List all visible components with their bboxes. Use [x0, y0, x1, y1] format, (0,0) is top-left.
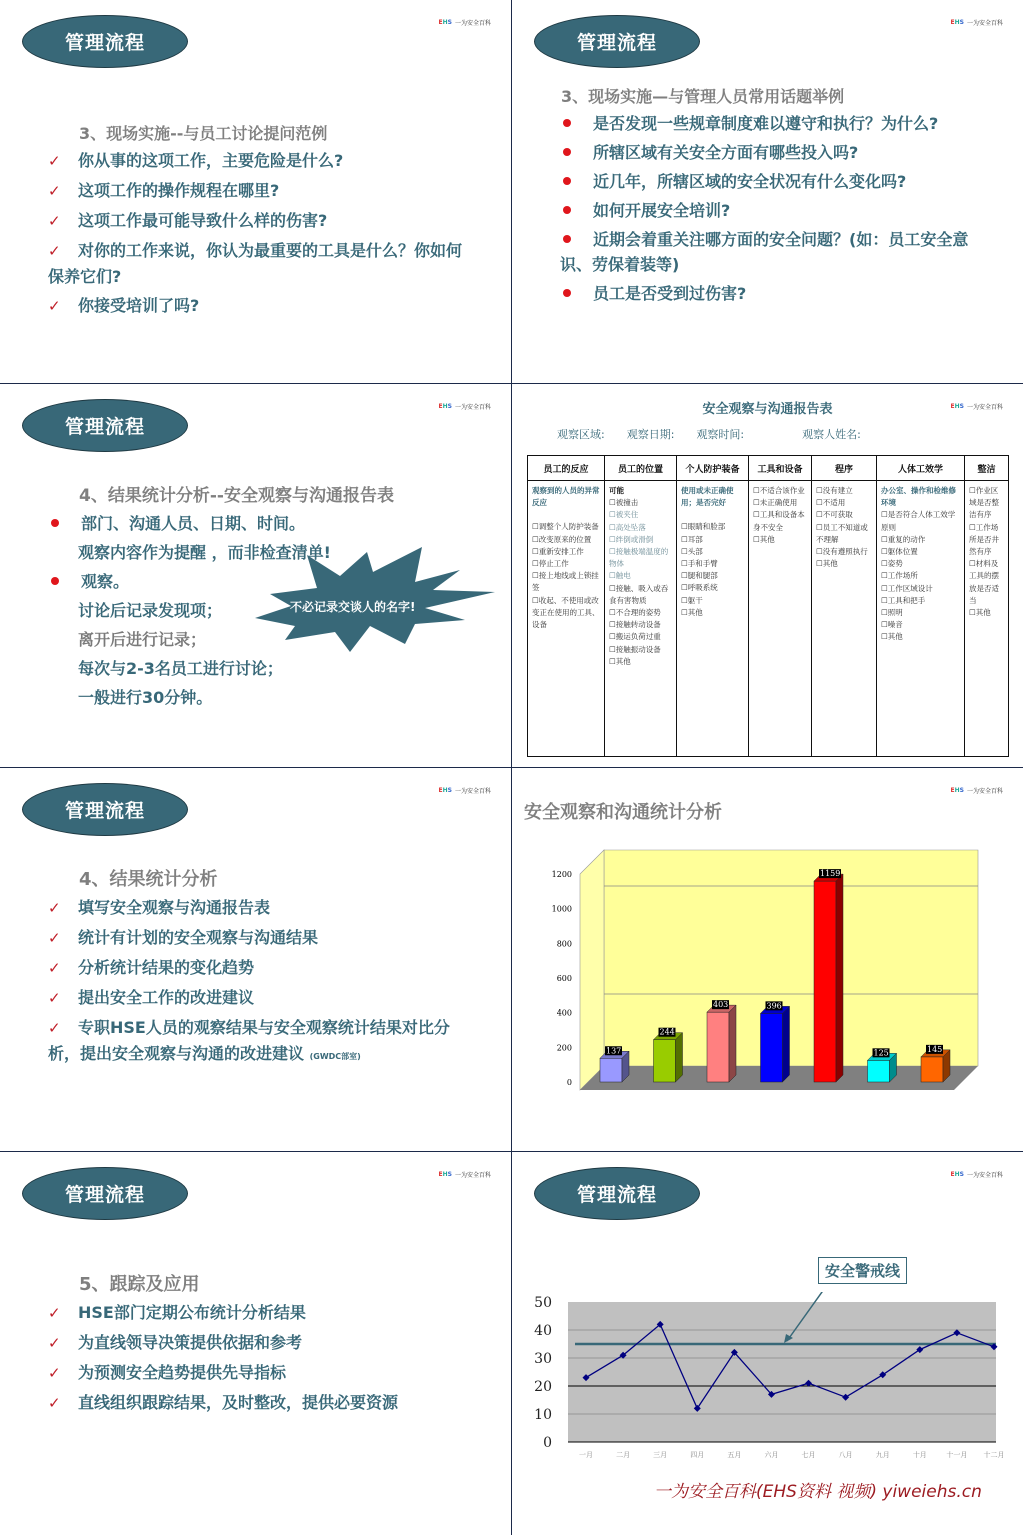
checkbox-item[interactable]: ☐工作区域设计 [881, 583, 933, 593]
ehs-logo-icon: EHS [438, 19, 452, 26]
logo [439, 402, 491, 411]
subhead: 4、结果统计分析--安全观察与沟通报告表 [79, 486, 394, 506]
svg-text:1200: 1200 [551, 870, 572, 879]
checkbox-item[interactable]: ☐调整个人防护装备 [532, 522, 599, 532]
checkbox-item[interactable]: ☐是否符合人体工效学原则 [881, 510, 956, 532]
slide-8-line-chart[interactable] [512, 1152, 1023, 1535]
checkbox-item[interactable]: ☐改变原来的位置 [532, 534, 592, 544]
list-item: ✓ 为预测安全趋势提供先导指标 [48, 1358, 488, 1388]
logo-text: 一为安全百科 [966, 20, 1003, 27]
logo [951, 786, 1003, 795]
pill-title: 管理流程 [22, 783, 188, 836]
list-item: ✓ 你接受培训了吗? [48, 291, 468, 321]
list-item: ✓ HSE部门定期公布统计分析结果 [48, 1298, 488, 1328]
footer-brand: 一为安全百科(EHS资料 视频) yiweiehs.cn [654, 1482, 982, 1502]
field-time[interactable]: 观察时间: [696, 428, 745, 441]
red-dot-icon [51, 519, 59, 527]
svg-text:十一月: 十一月 [946, 1451, 968, 1459]
svg-text:403: 403 [713, 1000, 729, 1010]
list-item: 是否发现一些规章制度难以遵守和执行？为什么? [560, 109, 985, 138]
burst-text: 不必记录交谈人的名字! [290, 600, 416, 614]
svg-text:0: 0 [543, 1435, 552, 1451]
checkbox-item[interactable]: ☐其他 [969, 608, 991, 618]
checkmark-icon: ✓ [48, 899, 61, 917]
checkbox-item[interactable]: ☐接触振动设备 [609, 644, 661, 654]
threshold-callout: 安全警戒线 [818, 1257, 907, 1284]
checkbox-item[interactable]: ☐接触极端温度的物体 [609, 547, 669, 569]
logo [951, 402, 1003, 411]
checklist [48, 146, 468, 321]
svg-text:200: 200 [556, 1043, 572, 1053]
checkmark-icon: ✓ [48, 1304, 61, 1322]
column-header: 人体工效学 [877, 456, 965, 481]
slide-7[interactable] [0, 1152, 511, 1535]
checkbox-item[interactable]: ☐头部 [681, 546, 703, 556]
table-cell: 办公室、操作和检维修环境 ☐是否符合人体工效学原则 ☐重复的动作 ☐躯体位置 ☐姿势 ☐工作场所 ☐工作区域设计 ☐工具和把手 ☐照明 ☐噪音 ☐其他 [877, 481, 965, 757]
logo [439, 18, 491, 27]
checkbox-item[interactable]: ☐其他 [881, 632, 903, 642]
subhead: 3、现场实施—与管理人员常用话题举例 [561, 87, 845, 106]
checkbox-item[interactable]: ☐重复的动作 [881, 534, 926, 544]
slide-4-report-form[interactable] [512, 384, 1023, 767]
checkmark-icon: ✓ [48, 1364, 61, 1382]
list-subline: 观察内容作为提醒 ，而非检查清单! [78, 543, 331, 562]
pill-title: 管理流程 [534, 1167, 700, 1220]
checkbox-item[interactable]: ☐耳部 [681, 534, 703, 544]
checklist [48, 1298, 488, 1418]
svg-text:二月: 二月 [616, 1451, 631, 1459]
checklist [48, 893, 468, 1071]
logo-text: 一为安全百科 [966, 788, 1003, 795]
logo [951, 1170, 1003, 1179]
svg-text:一月: 一月 [579, 1451, 593, 1459]
ehs-logo-icon: EHS [950, 787, 964, 794]
checkbox-item[interactable]: ☐手和手臂 [681, 559, 718, 569]
list-item: ✓ 为直线领导决策提供依据和参考 [48, 1328, 488, 1358]
subhead: 3、现场实施--与员工讨论提问范例 [79, 124, 328, 143]
logo-text: 一为安全百科 [454, 404, 491, 411]
checkbox-item[interactable]: ☐被撞击 [609, 498, 639, 508]
checkbox-item[interactable]: ☐接触、吸入或吞食有害物质 [609, 583, 669, 605]
ehs-logo-icon: EHS [950, 403, 964, 410]
checkbox-item[interactable]: ☐其他 [816, 559, 838, 569]
checkbox-item[interactable]: ☐工具和设备本身不安全 [753, 510, 805, 532]
checkmark-icon: ✓ [48, 152, 61, 170]
checkbox-item[interactable]: ☐腿和腿部 [681, 571, 718, 581]
note: (GWDC部室) [309, 1052, 361, 1061]
column-header: 工具和设备 [749, 456, 812, 481]
table-cell [749, 481, 812, 757]
svg-text:50: 50 [534, 1295, 552, 1311]
slide-6-bar-chart[interactable] [512, 768, 1023, 1151]
checkbox-item[interactable]: ☐搬运负荷过重 [609, 632, 661, 642]
red-dot-icon [563, 235, 571, 243]
divider [0, 767, 1023, 768]
svg-text:600: 600 [556, 974, 572, 983]
checkbox-item[interactable]: ☐眼睛和脸部 [681, 522, 726, 532]
checkbox-item[interactable]: ☐停止工作 [532, 559, 569, 569]
chart-title: 安全观察和沟通统计分析 [524, 802, 722, 823]
list-item: ✓ 你从事的这项工作，主要危险是什么? [48, 146, 468, 176]
svg-text:五月: 五月 [727, 1451, 742, 1459]
field-date[interactable]: 观察日期: [626, 428, 675, 441]
logo-text: 一为安全百科 [454, 20, 491, 27]
list-item: 如何开展安全培训? [560, 196, 985, 225]
subhead: 5、跟踪及应用 [79, 1274, 200, 1295]
logo-text: 一为安全百科 [966, 1172, 1003, 1179]
list-item: ✓ 分析统计结果的变化趋势 [48, 953, 468, 983]
checkbox-item[interactable]: ☐工作场所 [881, 571, 918, 581]
svg-text:20: 20 [534, 1379, 552, 1395]
checkbox-item[interactable]: ☐接上地线或上锁挂签 [532, 571, 599, 593]
svg-text:396: 396 [766, 1001, 782, 1011]
ehs-logo-icon: EHS [438, 1171, 452, 1178]
checkbox-item[interactable]: ☐材料及工具的摆放是否适当 [969, 559, 999, 605]
logo-text: 一为安全百科 [454, 788, 491, 795]
svg-text:七月: 七月 [801, 1451, 816, 1459]
checkmark-icon: ✓ [48, 1394, 61, 1412]
column-header: 员工的反应 [528, 456, 605, 481]
logo [951, 18, 1003, 27]
list-item: ✓ 直线组织跟踪结果，及时整改，提供必要资源 [48, 1388, 488, 1418]
checkbox-item[interactable]: ☐其他 [609, 656, 631, 666]
red-dot-icon [563, 119, 571, 127]
pill-title: 管理流程 [534, 15, 700, 68]
list-item: ✓ 这项工作的操作规程在哪里? [48, 176, 468, 206]
list-subline: 讨论后记录发现项； [78, 601, 223, 620]
checkbox-item[interactable]: ☐其他 [753, 534, 775, 544]
checkmark-icon: ✓ [48, 989, 61, 1007]
slide-3[interactable] [0, 384, 511, 767]
checkbox-item[interactable]: ☐员工不知道或不理解 [816, 522, 868, 544]
list-item: ✓ 统计有计划的安全观察与沟通结果 [48, 923, 468, 953]
table-cell: 可能 ☐被撞击 ☐被夹住 ☐高处坠落 ☐绊倒或滑倒 ☐接触极端温度的物体 ☐触电 ☐接触、吸入或吞食有害物质 ☐不合理的姿势 ☐接触转动设备 ☐搬运负荷过重 ☐接触振动设备 ☐其他 [605, 481, 677, 757]
checkbox-item[interactable]: ☐躯干 [681, 595, 703, 605]
checkbox-item[interactable]: ☐未正确使用 [753, 498, 798, 508]
list-item: ✓ 填写安全观察与沟通报告表 [48, 893, 468, 923]
checkbox-item[interactable]: ☐高处坠落 [609, 522, 646, 532]
column-header: 个人防护装备 [677, 456, 749, 481]
checkmark-icon: ✓ [48, 1334, 61, 1352]
red-dot-icon [563, 289, 571, 297]
red-dot-icon [563, 177, 571, 185]
ehs-logo-icon: EHS [438, 403, 452, 410]
svg-text:244: 244 [659, 1027, 675, 1037]
svg-text:0: 0 [566, 1078, 572, 1087]
checkbox-item[interactable]: ☐呼吸系统 [681, 583, 718, 593]
bar-chart [542, 846, 992, 1096]
list-item: ✓ 对你的工作来说，你认为最重要的工具是什么？你如何保养它们? [48, 241, 463, 286]
checkbox-item[interactable]: ☐照明 [881, 608, 903, 618]
form-fields [557, 426, 883, 442]
table-cell [965, 481, 1009, 757]
checkbox-item[interactable]: ☐重新安排工作 [532, 546, 584, 556]
checkmark-icon: ✓ [48, 242, 61, 260]
line-chart [532, 1292, 1012, 1472]
svg-text:1159: 1159 [820, 869, 841, 879]
svg-text:10: 10 [534, 1407, 552, 1423]
list-subline: 一般进行30分钟。 [78, 688, 213, 707]
svg-text:六月: 六月 [764, 1451, 779, 1459]
checkbox-item[interactable]: ☐接触转动设备 [609, 620, 661, 630]
table-cell: 观察到的人员的异常反应 ☐调整个人防护装备 ☐改变原来的位置 ☐重新安排工作 ☐停止工作 ☐接上地线或上锁挂签 ☐收起、不使用或改变正在使用的工具、设备 [528, 481, 605, 757]
checkbox-item[interactable]: ☐被夹住 [609, 510, 639, 520]
slide-1[interactable] [0, 0, 511, 383]
svg-text:十月: 十月 [912, 1451, 927, 1459]
checkmark-icon: ✓ [48, 959, 61, 977]
list-item: 近期会着重关注哪方面的安全问题？(如：员工安全意识、劳保着装等) [560, 230, 969, 274]
svg-text:三月: 三月 [653, 1451, 668, 1459]
checkbox-item[interactable]: ☐工作场所是否井然有序 [969, 522, 999, 557]
svg-text:四月: 四月 [690, 1451, 705, 1459]
list-item: 员工是否受到过伤害? [560, 279, 985, 308]
checkbox-item[interactable]: ☐不可获取 [816, 510, 853, 520]
svg-text:145: 145 [927, 1044, 943, 1054]
pill-title: 管理流程 [22, 399, 188, 452]
subhead: 4、结果统计分析 [79, 869, 218, 890]
logo [439, 786, 491, 795]
checkbox-item[interactable]: ☐触电 [609, 571, 631, 581]
checkbox-item[interactable]: ☐其他 [681, 607, 703, 617]
slide-5[interactable] [0, 768, 511, 1151]
checkbox-item[interactable]: ☐没有遵照执行 [816, 547, 868, 557]
ehs-logo-icon: EHS [950, 19, 964, 26]
checkbox-item[interactable]: ☐作业区域是否整洁有序 [969, 486, 999, 520]
svg-text:125: 125 [873, 1048, 889, 1058]
form-title: 安全观察与沟通报告表 [702, 402, 833, 417]
svg-text:九月: 九月 [875, 1451, 890, 1459]
red-dot-icon [563, 206, 571, 214]
checkmark-icon: ✓ [48, 297, 61, 315]
ehs-logo-icon: EHS [950, 1171, 964, 1178]
pill-title: 管理流程 [22, 15, 188, 68]
list-item: 近几年，所辖区域的安全状况有什么变化吗? [560, 167, 985, 196]
list-item: 所辖区域有关安全方面有哪些投入吗? [560, 138, 985, 167]
checkbox-item[interactable]: ☐姿势 [881, 559, 903, 569]
list-item: 部门、沟通人员、日期、时间。 [48, 509, 488, 538]
svg-text:137: 137 [606, 1046, 622, 1056]
field-area[interactable]: 观察区域: [557, 428, 605, 441]
divider [0, 383, 1023, 384]
checkbox-item[interactable]: ☐没有建立 [816, 486, 853, 495]
table-cell [812, 481, 877, 757]
list-subline: 每次与2-3名员工进行讨论； [78, 659, 283, 678]
report-table [527, 455, 1009, 757]
bullet-list [560, 109, 985, 308]
slide-2[interactable] [512, 0, 1023, 383]
list-item: ✓ 提出安全工作的改进建议 [48, 983, 468, 1013]
checkmark-icon: ✓ [48, 929, 61, 947]
red-dot-icon [563, 148, 571, 156]
checkbox-item[interactable]: ☐收起、不使用或改变正在使用的工具、设备 [532, 595, 600, 630]
svg-text:400: 400 [556, 1008, 572, 1018]
svg-text:40: 40 [534, 1323, 552, 1339]
svg-text:十二月: 十二月 [983, 1451, 1005, 1459]
table-cell: 使用或未正确使用；是否完好 ☐眼睛和脸部 ☐耳部 ☐头部 ☐手和手臂 ☐腿和腿部 ☐呼吸系统 ☐躯干 ☐其他 [677, 481, 749, 757]
checkbox-item[interactable]: ☐噪音 [881, 620, 903, 630]
column-header: 员工的位置 [605, 456, 677, 481]
checkmark-icon: ✓ [48, 212, 61, 230]
svg-text:800: 800 [556, 939, 572, 949]
checkbox-item[interactable]: ☐不适合该作业 [753, 486, 805, 495]
list-subline: 离开后进行记录； [78, 630, 207, 649]
checkbox-item[interactable]: ☐绊倒或滑倒 [609, 534, 654, 544]
divider [0, 1151, 1023, 1152]
logo [439, 1170, 491, 1179]
list-item: ✓ 专职HSE人员的观察结果与安全观察统计结果对比分析，提出安全观察与沟通的改进建议 (GWDC部室) [48, 1018, 450, 1063]
logo-text: 一为安全百科 [966, 404, 1003, 411]
red-dot-icon [51, 577, 59, 585]
svg-text:八月: 八月 [838, 1451, 853, 1459]
checkmark-icon: ✓ [48, 1019, 61, 1037]
list-item: 观察。 [48, 567, 488, 596]
column-header: 程序 [812, 456, 877, 481]
field-observer[interactable]: 观察人姓名: [802, 428, 861, 441]
svg-text:1000: 1000 [551, 904, 572, 914]
column-header: 整洁 [965, 456, 1009, 481]
list-item: ✓ 这项工作最可能导致什么样的伤害? [48, 206, 468, 236]
checkmark-icon: ✓ [48, 182, 61, 200]
ehs-logo-icon: EHS [438, 787, 452, 794]
checkbox-item[interactable]: ☐不适用 [816, 498, 846, 508]
checkbox-item[interactable]: ☐工具和把手 [881, 595, 926, 605]
svg-text:30: 30 [534, 1351, 552, 1367]
checkbox-item[interactable]: ☐躯体位置 [881, 547, 918, 557]
pill-title: 管理流程 [22, 1167, 188, 1220]
logo-text: 一为安全百科 [454, 1172, 491, 1179]
checkbox-item[interactable]: ☐不合理的姿势 [609, 608, 661, 618]
